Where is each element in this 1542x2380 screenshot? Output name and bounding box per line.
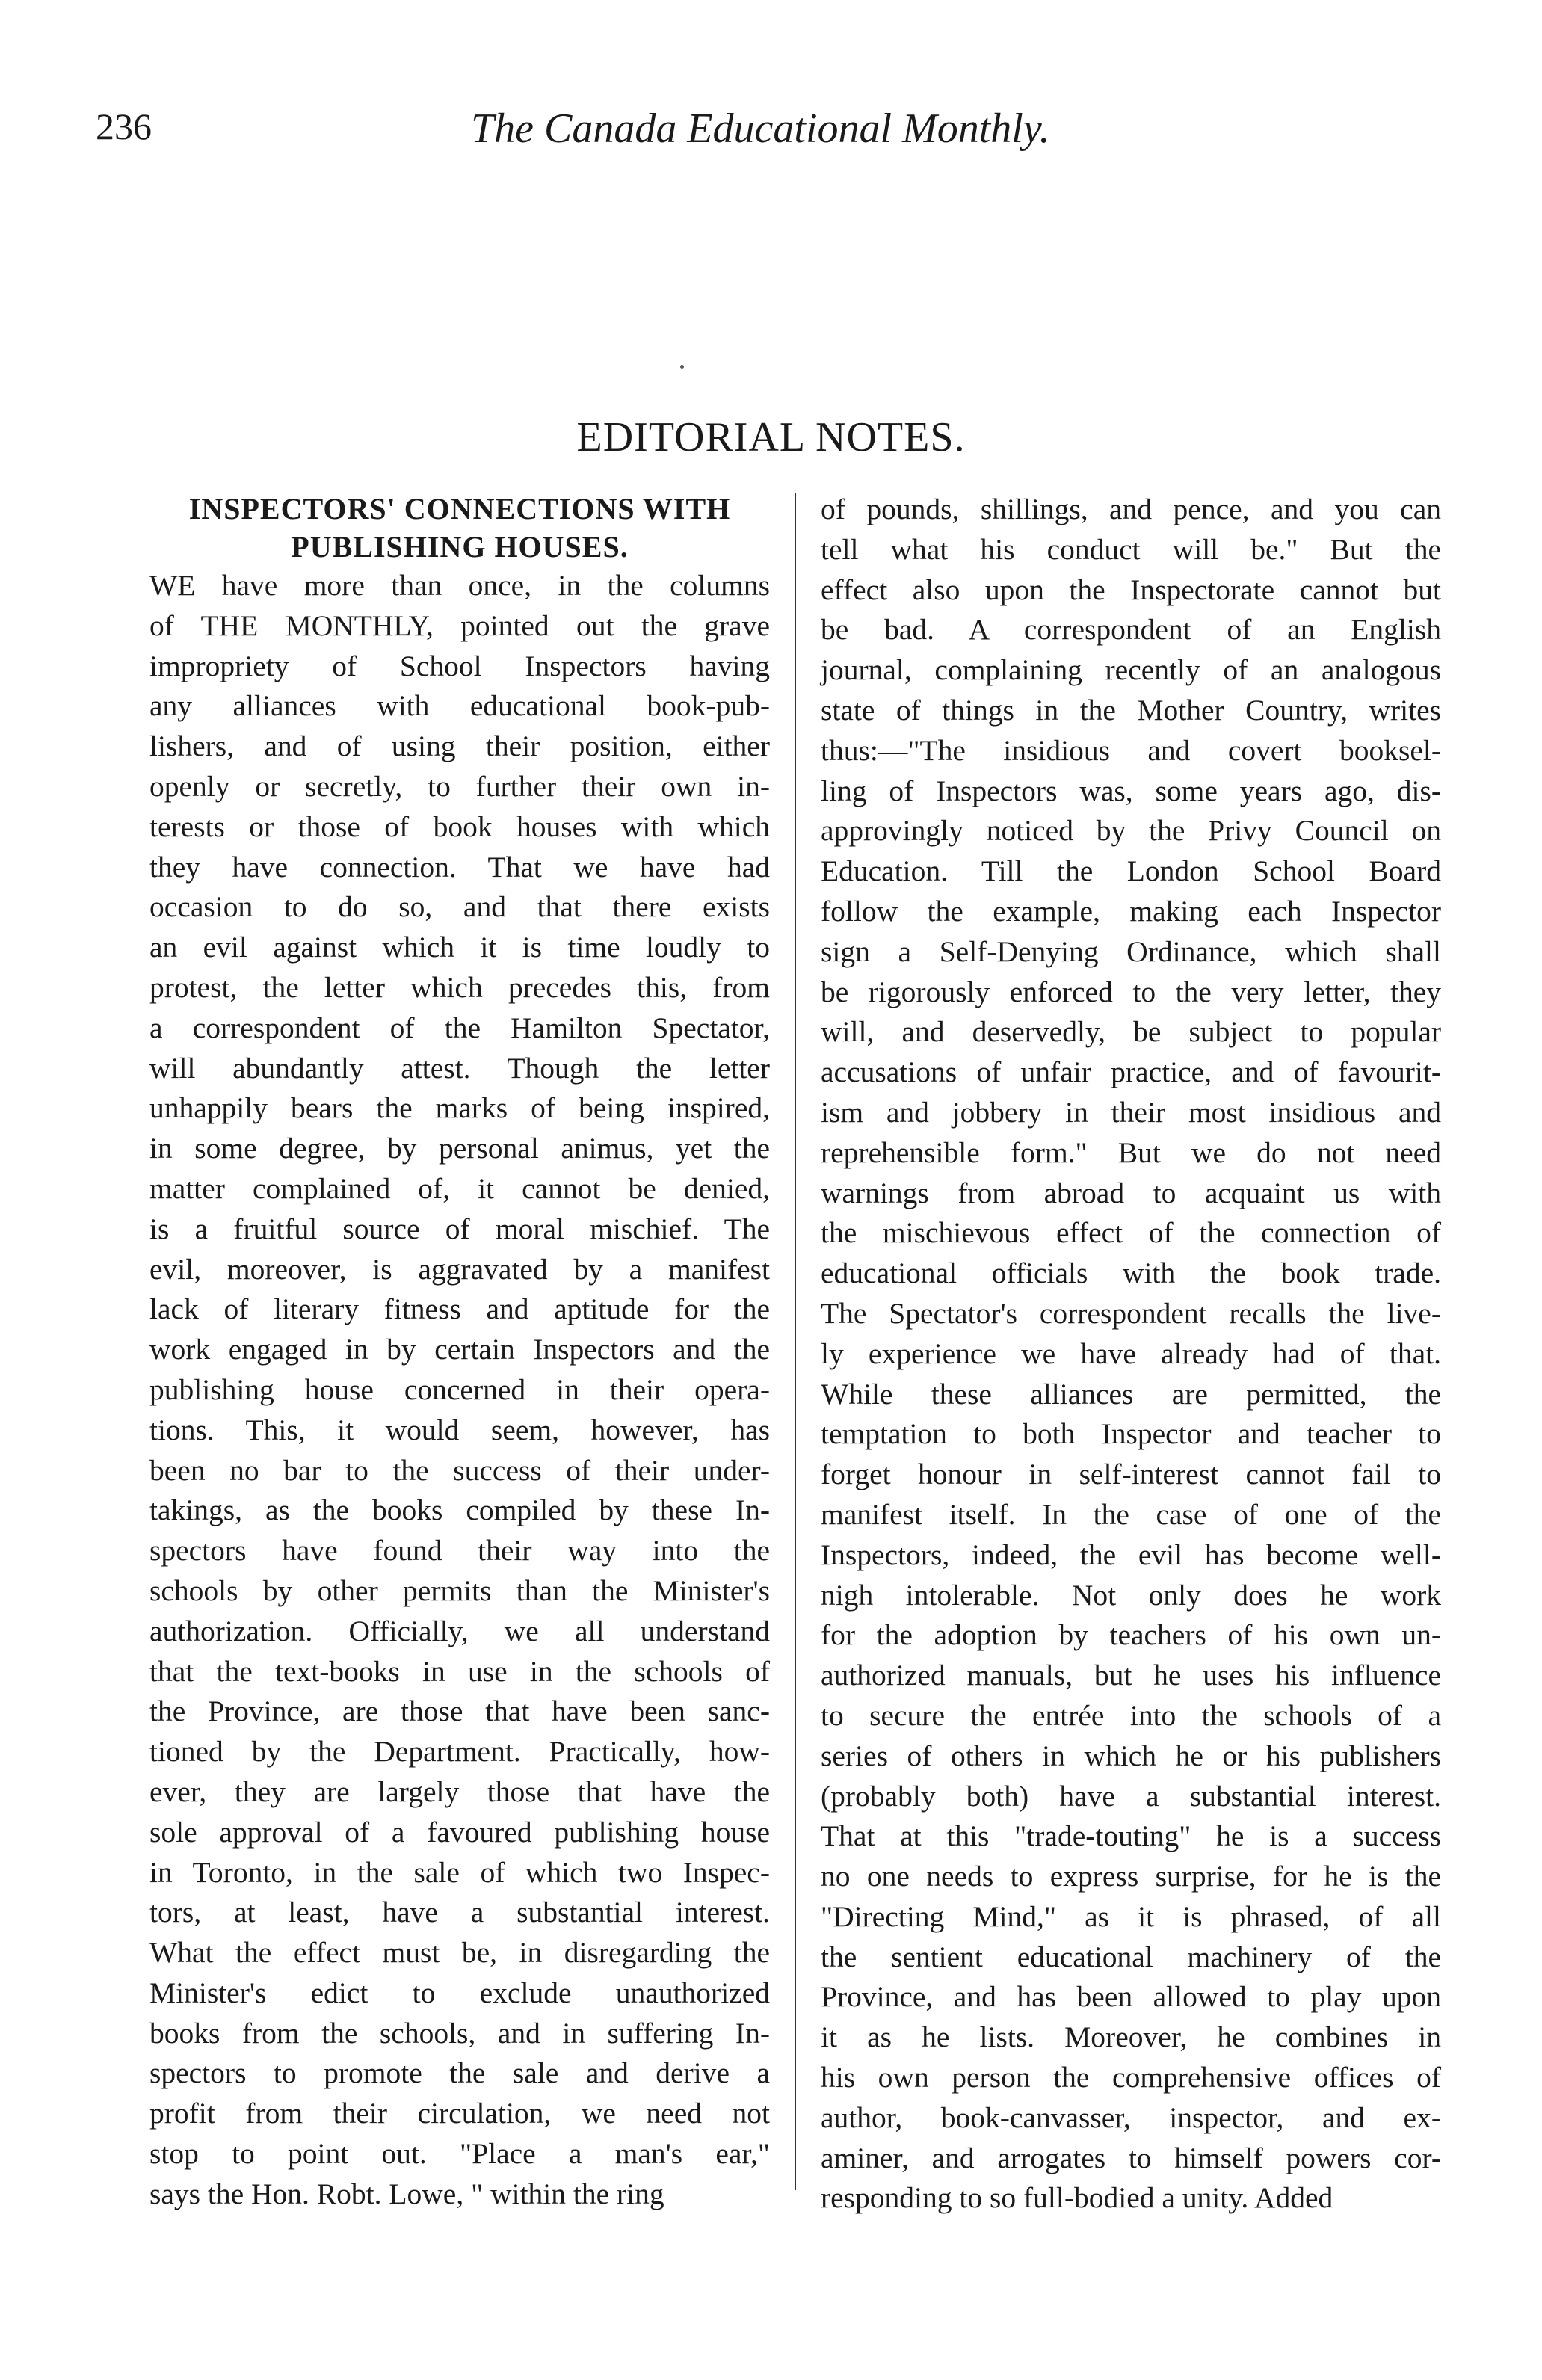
text-line: of pounds, shillings, and pence, and you can — [821, 493, 1441, 525]
column-divider — [795, 493, 796, 2190]
text-line: be rigorously enforced to the very letter, they — [821, 975, 1441, 1008]
text-line: schools by other permits than the Minister's — [149, 1573, 770, 1607]
text-line: is a fruitful source of moral mischief. The — [149, 1212, 770, 1245]
text-line: it as he lists. Moreover, he combines in — [821, 2020, 1441, 2054]
text-line: lishers, and of using their position, either — [149, 730, 770, 763]
text-line: evil, moreover, is aggravated by a manifest — [149, 1252, 770, 1286]
text-line: the mischievous effect of the connection of — [821, 1216, 1441, 1250]
text-line: journal, complaining recently of an analogous — [821, 653, 1441, 687]
text-line: no one needs to express surprise, for he is the — [821, 1860, 1441, 1893]
text-line: takings, as the books compiled by these In- — [149, 1493, 770, 1527]
text-line: tions. This, it would seem, however, has — [149, 1413, 770, 1446]
text-line: matter complained of, it cannot be denied, — [149, 1171, 770, 1205]
text-line: spectors to promote the sale and derive a — [149, 2056, 770, 2090]
text-line: books from the schools, and in suffering In- — [149, 2016, 770, 2050]
ornament-dot — [680, 365, 684, 369]
right-column — [821, 490, 1441, 2219]
text-line: tell what his conduct will be." But the — [821, 532, 1441, 566]
text-line: WE have more than once, in the columns — [149, 569, 770, 602]
text-line: accusations of unfair practice, and of favourit- — [821, 1055, 1441, 1089]
text-line: The Spectator's correspondent recalls the live- — [821, 1296, 1441, 1330]
text-line: the Province, are those that have been sanc- — [149, 1695, 770, 1728]
text-line: for the adoption by teachers of his own un- — [821, 1618, 1441, 1652]
text-line: effect also upon the Inspectorate cannot but — [821, 573, 1441, 606]
text-line: (probably both) have a substantial interest. — [821, 1779, 1441, 1813]
text-line: the sentient educational machinery of the — [821, 1940, 1441, 1973]
text-line: ling of Inspectors was, some years ago, dis- — [821, 774, 1441, 807]
text-line: nigh intolerable. Not only does he work — [821, 1578, 1441, 1612]
text-line: state of things in the Mother Country, writes — [821, 693, 1441, 727]
text-line: an evil against which it is time loudly to — [149, 931, 770, 964]
text-line: follow the example, making each Inspector — [821, 894, 1441, 928]
text-line: Province, and has been allowed to play upon — [821, 1980, 1441, 2014]
text-line: that the text-books in use in the schools of — [149, 1654, 770, 1688]
text-line: That at this "trade-touting" he is a success — [821, 1819, 1441, 1853]
text-line: educational officials with the book trade. — [821, 1257, 1441, 1290]
text-line: impropriety of School Inspectors having — [149, 649, 770, 682]
text-line: unhappily bears the marks of being inspired, — [149, 1091, 770, 1125]
text-line: temptation to both Inspector and teacher to — [821, 1417, 1441, 1451]
text-line: manifest itself. In the case of one of the — [821, 1497, 1441, 1531]
text-line: his own person the comprehensive offices of — [821, 2061, 1441, 2094]
left-column-body — [149, 566, 770, 2215]
text-line: aminer, and arrogates to himself powers cor- — [821, 2141, 1441, 2174]
text-line: "Directing Mind," as it is phrased, of all — [821, 1899, 1441, 1933]
text-line: authorized manuals, but he uses his influence — [821, 1659, 1441, 1692]
text-line: be bad. A correspondent of an English — [821, 613, 1441, 647]
text-line: tors, at least, have a substantial interest. — [149, 1896, 770, 1929]
text-line: occasion to do so, and that there exists — [149, 890, 770, 924]
running-title: The Canada Educational Monthly. — [471, 105, 1050, 152]
text-line: warnings from abroad to acquaint us with — [821, 1176, 1441, 1209]
text-line: been no bar to the success of their under- — [149, 1453, 770, 1487]
text-line: of THE MONTHLY, pointed out the grave — [149, 608, 770, 642]
text-line: says the Hon. Robt. Lowe, " within the ring — [149, 2177, 664, 2210]
text-line: will abundantly attest. Though the letter — [149, 1051, 770, 1085]
article-title-line-1: INSPECTORS' CONNECTIONS WITH — [188, 492, 731, 525]
text-line: spectors have found their way into the — [149, 1534, 770, 1567]
text-line: tioned by the Department. Practically, how- — [149, 1735, 770, 1769]
text-line: forget honour in self-interest cannot fail to — [821, 1458, 1441, 1491]
text-line: profit from their circulation, we need not — [149, 2097, 770, 2130]
text-line: they have connection. That we have had — [149, 850, 770, 884]
text-line: thus:—"The insidious and covert booksel- — [821, 733, 1441, 767]
text-line: to secure the entrée into the schools of a — [821, 1698, 1441, 1732]
article-title-line-2: PUBLISHING HOUSES. — [291, 530, 629, 564]
text-line: publishing house concerned in their opera- — [149, 1372, 770, 1406]
page-number: 236 — [96, 105, 152, 147]
text-line: author, book-canvasser, inspector, and ex- — [821, 2100, 1441, 2134]
text-line: a correspondent of the Hamilton Spectator, — [149, 1011, 770, 1044]
text-line: lack of literary fitness and aptitude for the — [149, 1292, 770, 1326]
text-line: sole approval of a favoured publishing house — [149, 1815, 770, 1849]
text-line: responding to so full-bodied a unity. Added — [821, 2181, 1333, 2215]
text-line: reprehensible form." But we do not need — [821, 1135, 1441, 1169]
text-line: any alliances with educational book-pub- — [149, 689, 770, 723]
text-line: ly experience we have already had of that. — [821, 1337, 1441, 1370]
right-column-body — [821, 490, 1441, 2219]
text-line: terests or those of book houses with which — [149, 810, 770, 843]
text-line: authorization. Officially, we all understand — [149, 1614, 770, 1647]
text-line: approvingly noticed by the Privy Council on — [821, 814, 1441, 848]
text-line: will, and deservedly, be subject to popular — [821, 1015, 1441, 1049]
text-line: Minister's edict to exclude unauthorized — [149, 1976, 770, 2009]
text-line: Education. Till the London School Board — [821, 854, 1441, 888]
text-line: protest, the letter which precedes this, from — [149, 970, 770, 1004]
text-line: stop to point out. "Place a man's ear," — [149, 2137, 770, 2171]
text-line: ever, they are largely those that have the — [149, 1775, 770, 1808]
section-title: EDITORIAL NOTES. — [576, 414, 966, 460]
text-line: sign a Self-Denying Ordinance, which shall — [821, 934, 1441, 968]
text-line: ism and jobbery in their most insidious and — [821, 1095, 1441, 1129]
text-line: in some degree, by personal animus, yet the — [149, 1132, 770, 1165]
text-line: work engaged in by certain Inspectors and the — [149, 1333, 770, 1366]
article-title — [149, 490, 770, 566]
text-line: Inspectors, indeed, the evil has become well- — [821, 1538, 1441, 1571]
text-line: series of others in which he or his publishers — [821, 1739, 1441, 1772]
text-line: What the effect must be, in disregarding the — [149, 1936, 770, 1970]
left-column — [149, 490, 770, 2215]
text-line: openly or secretly, to further their own in- — [149, 769, 770, 803]
text-line: While these alliances are permitted, the — [821, 1377, 1441, 1411]
text-line: in Toronto, in the sale of which two Inspec- — [149, 1855, 770, 1889]
